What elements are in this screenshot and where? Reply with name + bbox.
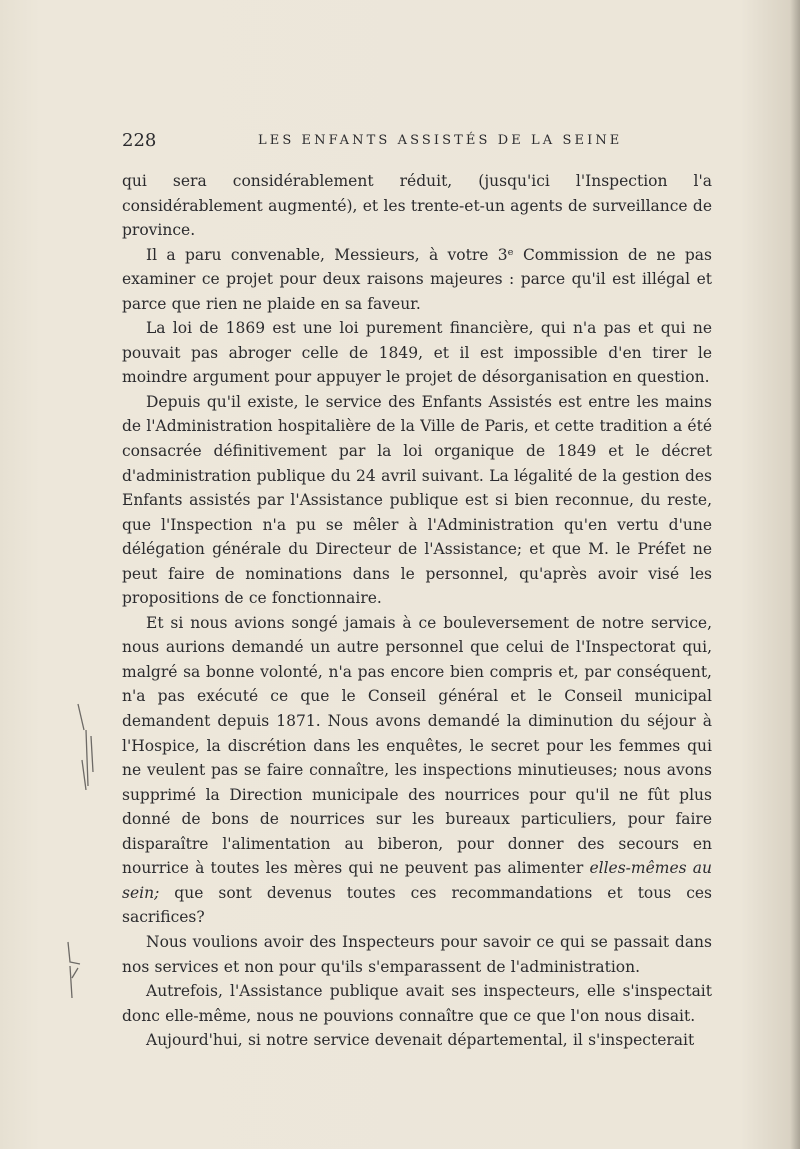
margin-pencil-mark-lower bbox=[60, 940, 100, 1000]
running-title: LES ENFANTS ASSISTÉS DE LA SEINE bbox=[258, 133, 623, 148]
paragraph-6: Nous voulions avoir des Inspecteurs pour savoir ce qui se passait dans nos services et non pour qu'ils s'emparassent de l'administration. bbox=[122, 932, 712, 976]
paragraph-5-text-end: que sont devenus toutes ces recommandations et tous ces sacrifices? bbox=[122, 883, 712, 927]
page-header bbox=[122, 130, 714, 152]
paragraph-5-italic: elles-mêmes au sein; bbox=[122, 859, 712, 902]
paragraph-4: Depuis qu'il existe, le service des Enfants Assistés est entre les mains de l'Administration hospitalière de la Ville de Paris, et cette tradition a été consacrée définitivement par la loi organique de 1849 et le décret d'administration publique du 24 avril suivant. La légalité de la gestion des Enfants assistés par l'Assistance publique est si bien reconnue, du reste, que l'Inspection n'a pu se mêler à l'Administration qu'en vertu d'une délégation générale du Directeur de l'Assistance; et que M. le Préfet ne peut faire de nominations dans le personnel, qu'après avoir visé les propositions de ce fonctionnaire. bbox=[122, 392, 712, 608]
paragraph-2: Il a paru convenable, Messieurs, à votre 3ᵉ Commission de ne pas examiner ce projet pour deux raisons majeures : parce qu'il est illégal et parce que rien ne plaide en sa faveur. bbox=[122, 245, 712, 313]
page-number: 228 bbox=[122, 130, 157, 151]
paragraph-1: qui sera considérablement réduit, (jusqu'ici l'Inspection l'a considérablement augmenté), et les trente-et-un agents de surveillance de province. bbox=[122, 172, 712, 240]
paragraph-5-text-start: Et si nous avions songé jamais à ce bouleversement de notre service, nous aurions demandé un autre personnel que celui de l'Inspectorat qui, malgré sa bonne volonté, n'a pas encore bien compris et, par conséquent, n'a pas exécuté ce que le Conseil général et le Conseil municipal demandent depuis 1871. Nous avons demandé la diminution du séjour à l'Hospice, la discrétion dans les enquêtes, le secret pour les femmes qui ne veulent pas se faire connaître, les inspections minutieuses; nous avons supprimé la Direction municipale des nourrices pour qu'il ne fût plus donné de bons de nourrices sur les bureaux particuliers, pour faire disparaître l'alimentation au biberon, pour donner des secours en nourrice à toutes les mères qui ne peuvent pas alimenter bbox=[122, 613, 712, 878]
paragraph-5 bbox=[122, 611, 712, 930]
paragraph-3: La loi de 1869 est une loi purement financière, qui n'a pas et qui ne pouvait pas abroger celle de 1849, et il est impossible d'en tirer le moindre argument pour appuyer le projet de désorganisation en question. bbox=[122, 319, 712, 387]
body-text bbox=[122, 169, 712, 1053]
paragraph-8: Aujourd'hui, si notre service devenait départemental, il s'inspecterait bbox=[146, 1031, 695, 1050]
paragraph-7: Autrefois, l'Assistance publique avait ses inspecteurs, elle s'inspectait donc elle-même, nous ne pouvions connaître que ce que l'on nous disait. bbox=[122, 982, 712, 1025]
margin-pencil-mark bbox=[60, 700, 100, 790]
